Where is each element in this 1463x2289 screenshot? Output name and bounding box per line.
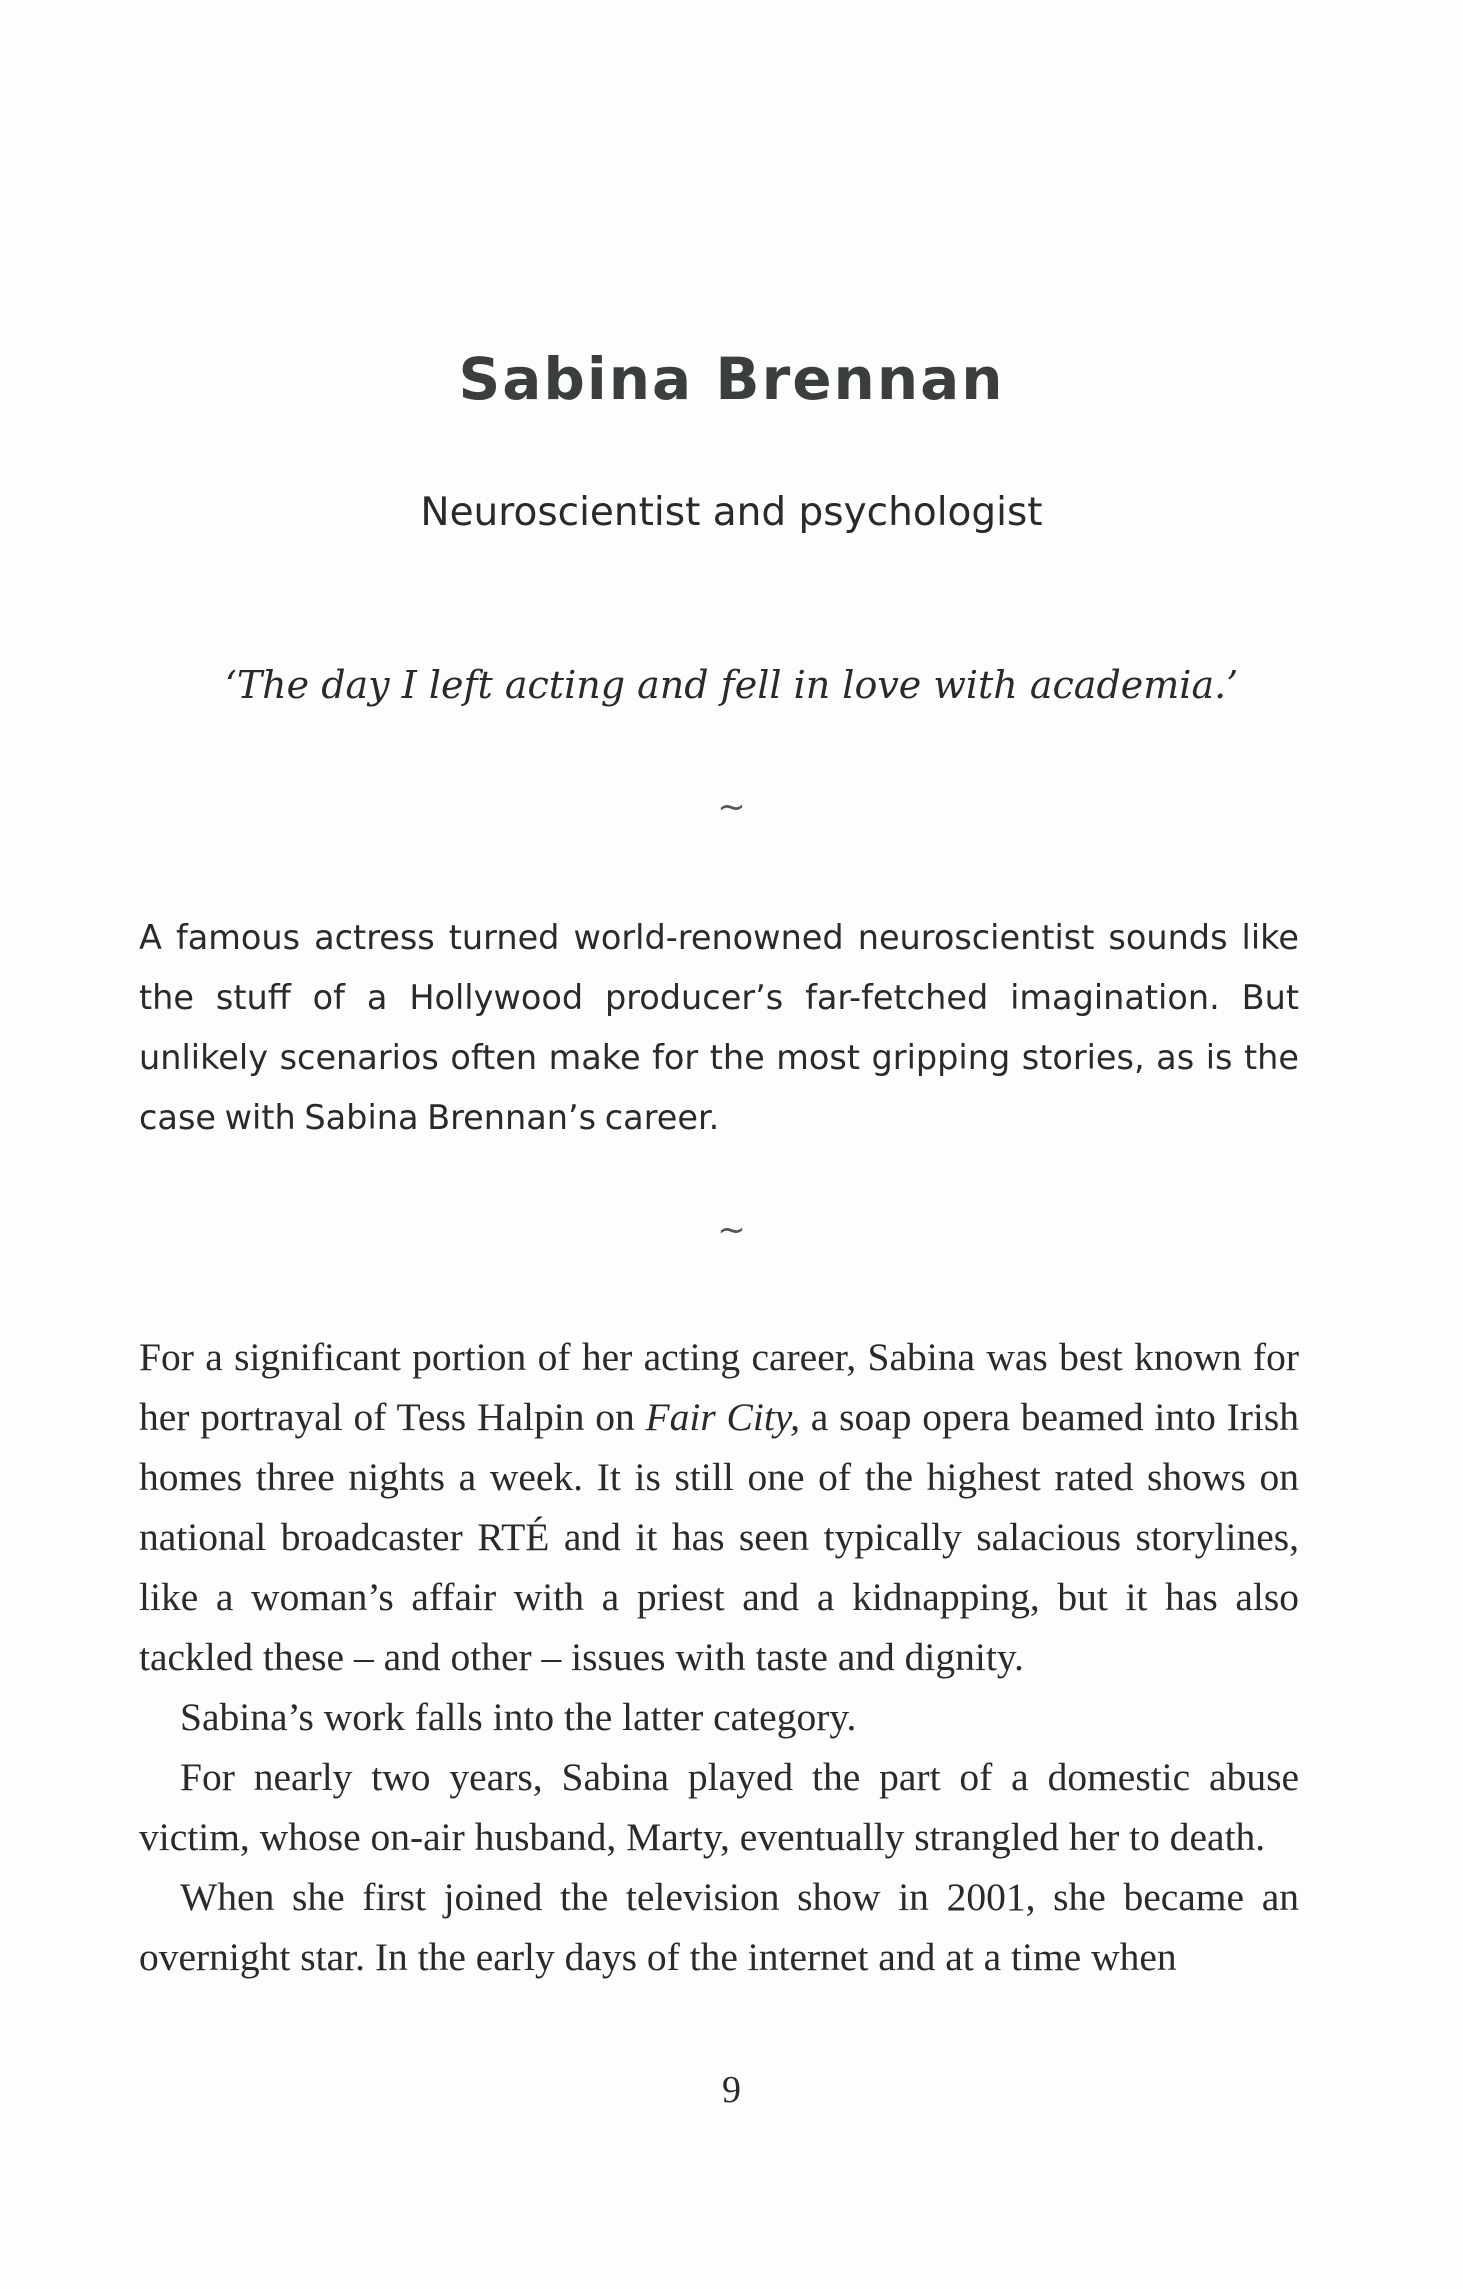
show-title: Fair City, (645, 1395, 801, 1439)
body-paragraph-2: Sabina’s work falls into the latter category. (180, 1695, 857, 1739)
body-text (139, 1327, 1299, 1987)
section-divider-top: ~ (717, 787, 746, 827)
body-paragraph-1-start: For a significant portion of her acting career, Sabina was best known for her portrayal of Tess Halpin on (139, 1335, 1299, 1439)
body-paragraph-1 (139, 1327, 1299, 1687)
body-paragraph-1-end: a soap opera beamed into Irish homes three nights a week. It is still one of the highest rated shows on national broadcaster RTÉ and it has seen typically salacious storylines, like a woman’s affair with a priest and a kidnapping, but it has also tackled these – and other – issues with taste and dignity. (139, 1395, 1300, 1679)
section-divider-bottom: ~ (717, 1210, 746, 1250)
body-paragraph-3: For nearly two years, Sabina played the part of a domestic abuse victim, whose on-air husband, Marty, eventually strangled her to death. (139, 1755, 1299, 1859)
epigraph-quote: ‘The day I left acting and fell in love with academia.’ (224, 663, 1239, 707)
page-number: 9 (722, 2069, 741, 2111)
intro-paragraph: A famous actress turned world-renowned neuroscientist sounds like the stuff of a Hollywood producer’s far-fetched imagination. But unlikely scenarios often make for the most gripping stories, as is the case with Sabina Brennan’s career. (139, 918, 1299, 1137)
body-paragraph-4: When she first joined the television show in 2001, she became an overnight star. In the early days of the internet and at a time when (139, 1875, 1299, 1979)
chapter-subtitle: Neuroscientist and psychologist (420, 490, 1043, 535)
chapter-title: Sabina Brennan (458, 345, 1005, 413)
